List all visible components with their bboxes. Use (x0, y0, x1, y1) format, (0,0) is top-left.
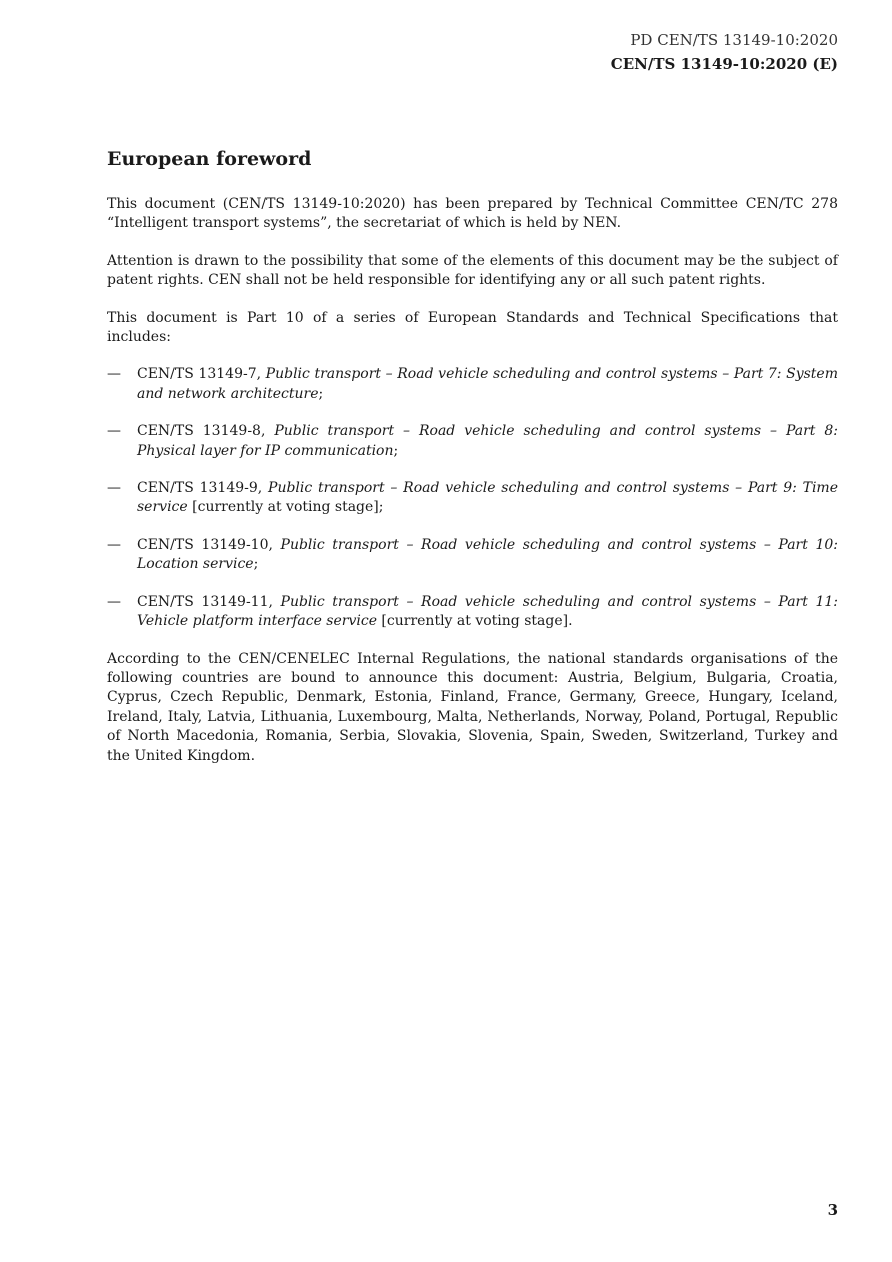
list-dash: — (107, 480, 121, 497)
paragraph-series-intro: This document is Part 10 of a series of European Standards and Technical Specifications that includes: (107, 309, 838, 346)
list-item (107, 479, 838, 518)
list-item-reference: CEN/TS 13149-10, (137, 536, 281, 553)
list-item (107, 536, 838, 575)
list-item-suffix: [currently at voting stage]. (376, 613, 573, 630)
list-item (107, 593, 838, 632)
header-document-id: PD CEN/TS 13149-10:2020 (630, 31, 838, 49)
list-item-title: Public transport – Road vehicle scheduling and control systems – Part 9: Time service (137, 480, 838, 516)
paragraph-preparation: This document (CEN/TS 13149-10:2020) has been prepared by Technical Committee CEN/TC 278 “Intelligent transport systems”, the secretariat of which is held by NEN. (107, 196, 838, 232)
list-item-title: Public transport – Road vehicle scheduling and control systems – Part 10: Location service (137, 536, 838, 573)
list-item-reference: CEN/TS 13149-7, (137, 366, 266, 383)
page-content (107, 146, 838, 784)
list-item-suffix: ; (318, 385, 324, 402)
paragraph-patent-rights: Attention is drawn to the possibility that some of the elements of this document may be the subject of patent rights. CEN shall not be held responsible for identifying any or all such patent rights. (107, 252, 838, 289)
page-number: 3 (827, 1201, 838, 1219)
list-item-title: Public transport – Road vehicle scheduling and control systems – Part 11: Vehicle platform interface service (137, 593, 838, 630)
series-list (107, 365, 838, 631)
list-dash: — (107, 423, 121, 440)
list-item-suffix: ; (253, 556, 259, 573)
list-dash: — (107, 366, 121, 383)
paragraph-national-standards: According to the CEN/CENELEC Internal Regulations, the national standards organisations of the following countries are bound to announce this document: Austria, Belgium, Bulgaria, Croatia, Cyprus, Czech Republic, Denmark, Estonia, Finland, France, Germany, Greece, Hungary, Iceland, Ireland, Italy, Latvia, Lithuania, Luxembourg, Malta, Netherlands, Norway, Poland, Portugal, Republic of North Macedonia, Romania, Serbia, Slovakia, Slovenia, Spain, Sweden, Switzerland, Turkey and the United Kingdom. (107, 650, 838, 764)
list-item-reference: CEN/TS 13149-9, (137, 480, 269, 497)
list-item-reference: CEN/TS 13149-11, (137, 593, 281, 610)
list-item-suffix: [currently at voting stage]; (187, 499, 384, 516)
list-item-title: Public transport – Road vehicle scheduling and control systems – Part 7: System and network architecture (137, 366, 838, 402)
list-dash: — (107, 593, 121, 610)
header-document-id-english: CEN/TS 13149-10:2020 (E) (610, 55, 838, 73)
list-item-suffix: ; (393, 442, 399, 459)
list-item (107, 365, 838, 404)
list-item-title: Public transport – Road vehicle scheduling and control systems – Part 8: Physical layer for IP communication (137, 423, 838, 459)
list-item (107, 422, 838, 461)
page-title: European foreword (107, 148, 312, 170)
list-item-reference: CEN/TS 13149-8, (137, 423, 275, 440)
list-dash: — (107, 536, 121, 553)
